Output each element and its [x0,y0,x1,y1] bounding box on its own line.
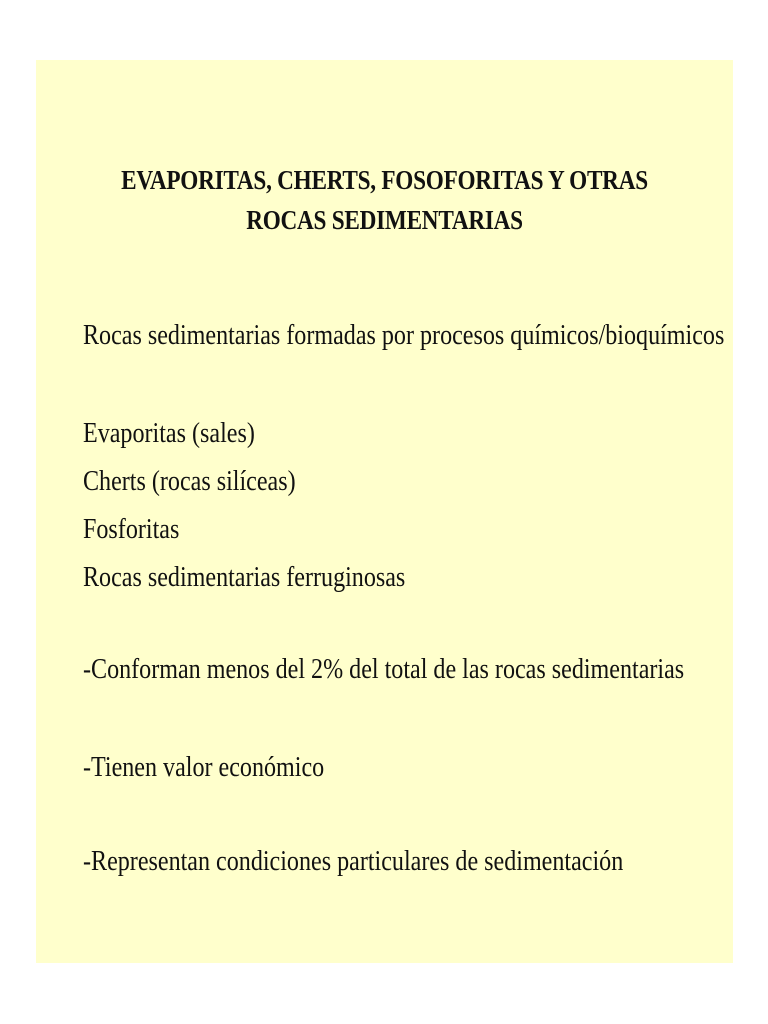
rock-types-list [83,410,405,602]
rock-type-item: Cherts (rocas silíceas) [83,466,296,497]
point-sedimentation-conditions: -Representan condiciones particulares de sedimentación [83,846,624,877]
rock-type-item: Fosforitas [83,514,180,545]
intro-text: Rocas sedimentarias formadas por procesos químicos/bioquímicos [83,320,725,351]
slide-title [85,160,684,240]
rock-type-item: Evaporitas (sales) [83,418,255,449]
point-economic-value: -Tienen valor económico [83,752,325,783]
point-percentage: -Conforman menos del 2% del total de las rocas sedimentarias [83,654,685,685]
title-line-1: EVAPORITAS, CHERTS, FOSOFORITAS Y OTRAS [121,165,648,195]
title-line-2: ROCAS SEDIMENTARIAS [246,205,523,235]
slide [36,60,733,963]
rock-type-item: Rocas sedimentarias ferruginosas [83,562,406,593]
